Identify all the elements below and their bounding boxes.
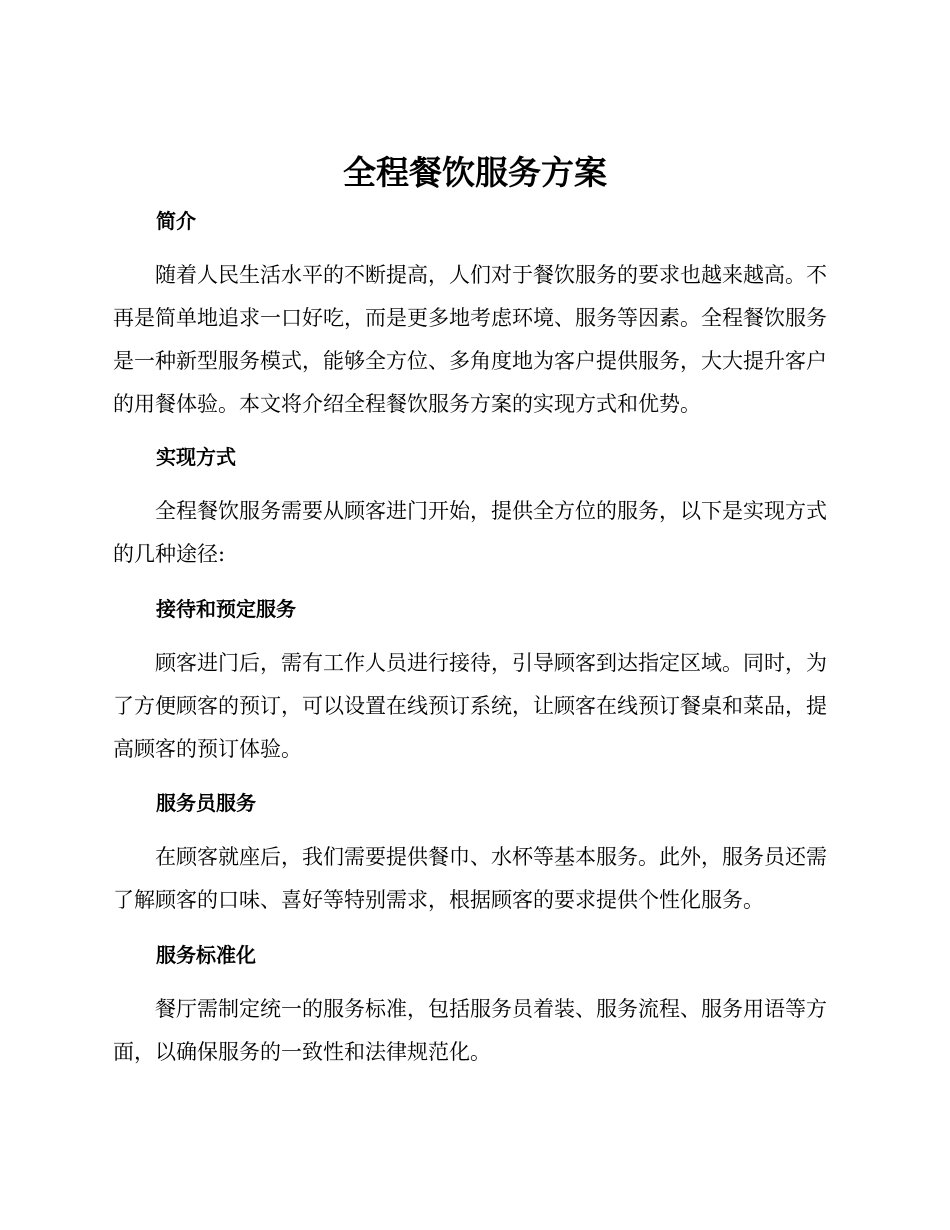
section-heading-intro: 简介 bbox=[156, 209, 196, 233]
section-paragraph-standardization: 餐厅需制定统一的服务标准，包括服务员着装、服务流程、服务用语等方面，以确保服务的一致性和法律规范化。 bbox=[113, 997, 827, 1064]
section-paragraph-implementation: 全程餐饮服务需要从顾客进门开始，提供全方位的服务，以下是实现方式的几种途径: bbox=[113, 499, 827, 566]
section-heading-implementation: 实现方式 bbox=[156, 445, 236, 469]
section-heading-reception: 接待和预定服务 bbox=[156, 597, 296, 621]
page-title: 全程餐饮服务方案 bbox=[343, 153, 607, 192]
section-heading-standardization: 服务标准化 bbox=[156, 943, 256, 967]
section-paragraph-reception: 顾客进门后，需有工作人员进行接待，引导顾客到达指定区域。同时，为了方便顾客的预订，可以设置在线预订系统，让顾客在线预订餐桌和菜品，提高顾客的预订体验。 bbox=[113, 651, 827, 761]
section-paragraph-waiter-service: 在顾客就座后，我们需要提供餐巾、水杯等基本服务。此外，服务员还需了解顾客的口味、喜好等特别需求，根据顾客的要求提供个性化服务。 bbox=[113, 845, 827, 912]
section-heading-waiter-service: 服务员服务 bbox=[156, 791, 256, 815]
section-paragraph-intro: 随着人民生活水平的不断提高，人们对于餐饮服务的要求也越来越高。不再是简单地追求一口好吃，而是更多地考虑环境、服务等因素。全程餐饮服务是一种新型服务模式，能够全方位、多角度地为客户提供服务，大大提升客户的用餐体验。本文将介绍全程餐饮服务方案的实现方式和优势。 bbox=[113, 263, 827, 416]
